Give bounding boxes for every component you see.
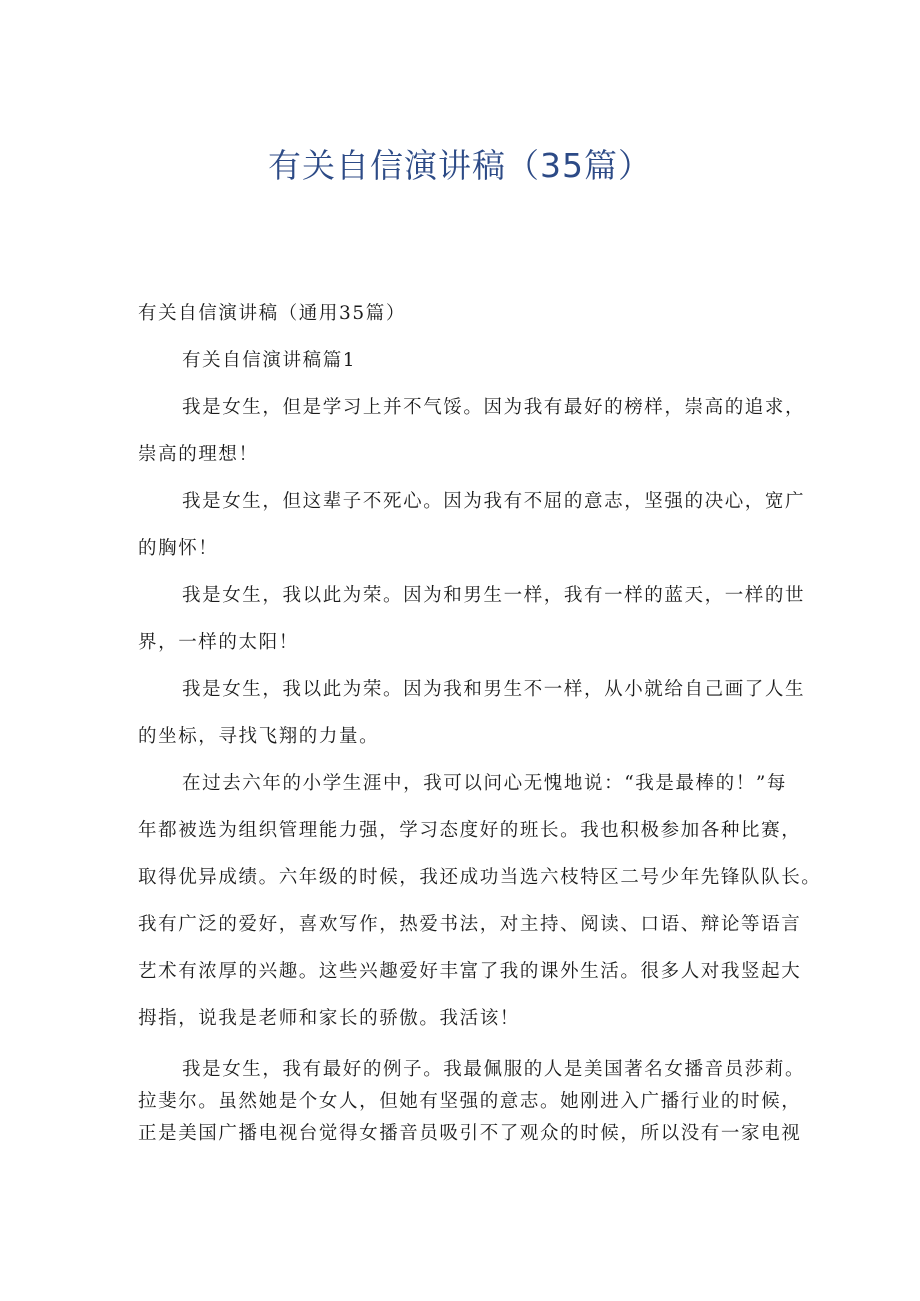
- paragraph-line: 界，一样的太阳！: [138, 632, 299, 653]
- paragraph-line: 的坐标，寻找飞翔的力量。: [138, 726, 380, 747]
- paragraph-line: 拉斐尔。虽然她是个女人，但她有坚强的意志。她刚进入广播行业的时候，: [138, 1091, 802, 1112]
- document-title: 有关自信演讲稿（35篇）: [268, 146, 652, 185]
- paragraph-line: 的胸怀！: [138, 538, 219, 559]
- paragraph-line: 我有广泛的爱好，喜欢写作，热爱书法，对主持、阅读、口语、辩论等语言: [138, 914, 802, 935]
- paragraph-line: 我是女生，我有最好的例子。我最佩服的人是美国著名女播音员莎莉。: [182, 1059, 806, 1080]
- paragraph-line: 年都被选为组织管理能力强，学习态度好的班长。我也积极参加各种比赛，: [138, 820, 802, 841]
- section-heading: 有关自信演讲稿篇1: [182, 350, 357, 371]
- paragraph-line: 我是女生，但是学习上并不气馁。因为我有最好的榜样，崇高的追求，: [182, 397, 806, 418]
- subtitle-line: 有关自信演讲稿（通用35篇）: [138, 303, 406, 324]
- document-body: [138, 290, 822, 1150]
- paragraph-line: 我是女生，我以此为荣。因为我和男生不一样，从小就给自己画了人生: [182, 679, 806, 700]
- paragraph-line: 在过去六年的小学生涯中，我可以问心无愧地说：“我是最棒的！”每: [182, 773, 788, 794]
- paragraph-line: 崇高的理想！: [138, 444, 259, 465]
- paragraph-line: 我是女生，但这辈子不死心。因为我有不屈的意志，坚强的决心，宽广: [182, 491, 806, 512]
- paragraph-line: 我是女生，我以此为荣。因为和男生一样，我有一样的蓝天，一样的世: [182, 585, 806, 606]
- paragraph-line: 取得优异成绩。六年级的时候，我还成功当选六枝特区二号少年先锋队队长。: [138, 867, 822, 888]
- paragraph-line: 正是美国广播电视台觉得女播音员吸引不了观众的时候，所以没有一家电视: [138, 1123, 802, 1144]
- paragraph-line: 艺术有浓厚的兴趣。这些兴趣爱好丰富了我的课外生活。很多人对我竖起大: [138, 961, 802, 982]
- paragraph-line: 拇指，说我是老师和家长的骄傲。我活该！: [138, 1008, 520, 1029]
